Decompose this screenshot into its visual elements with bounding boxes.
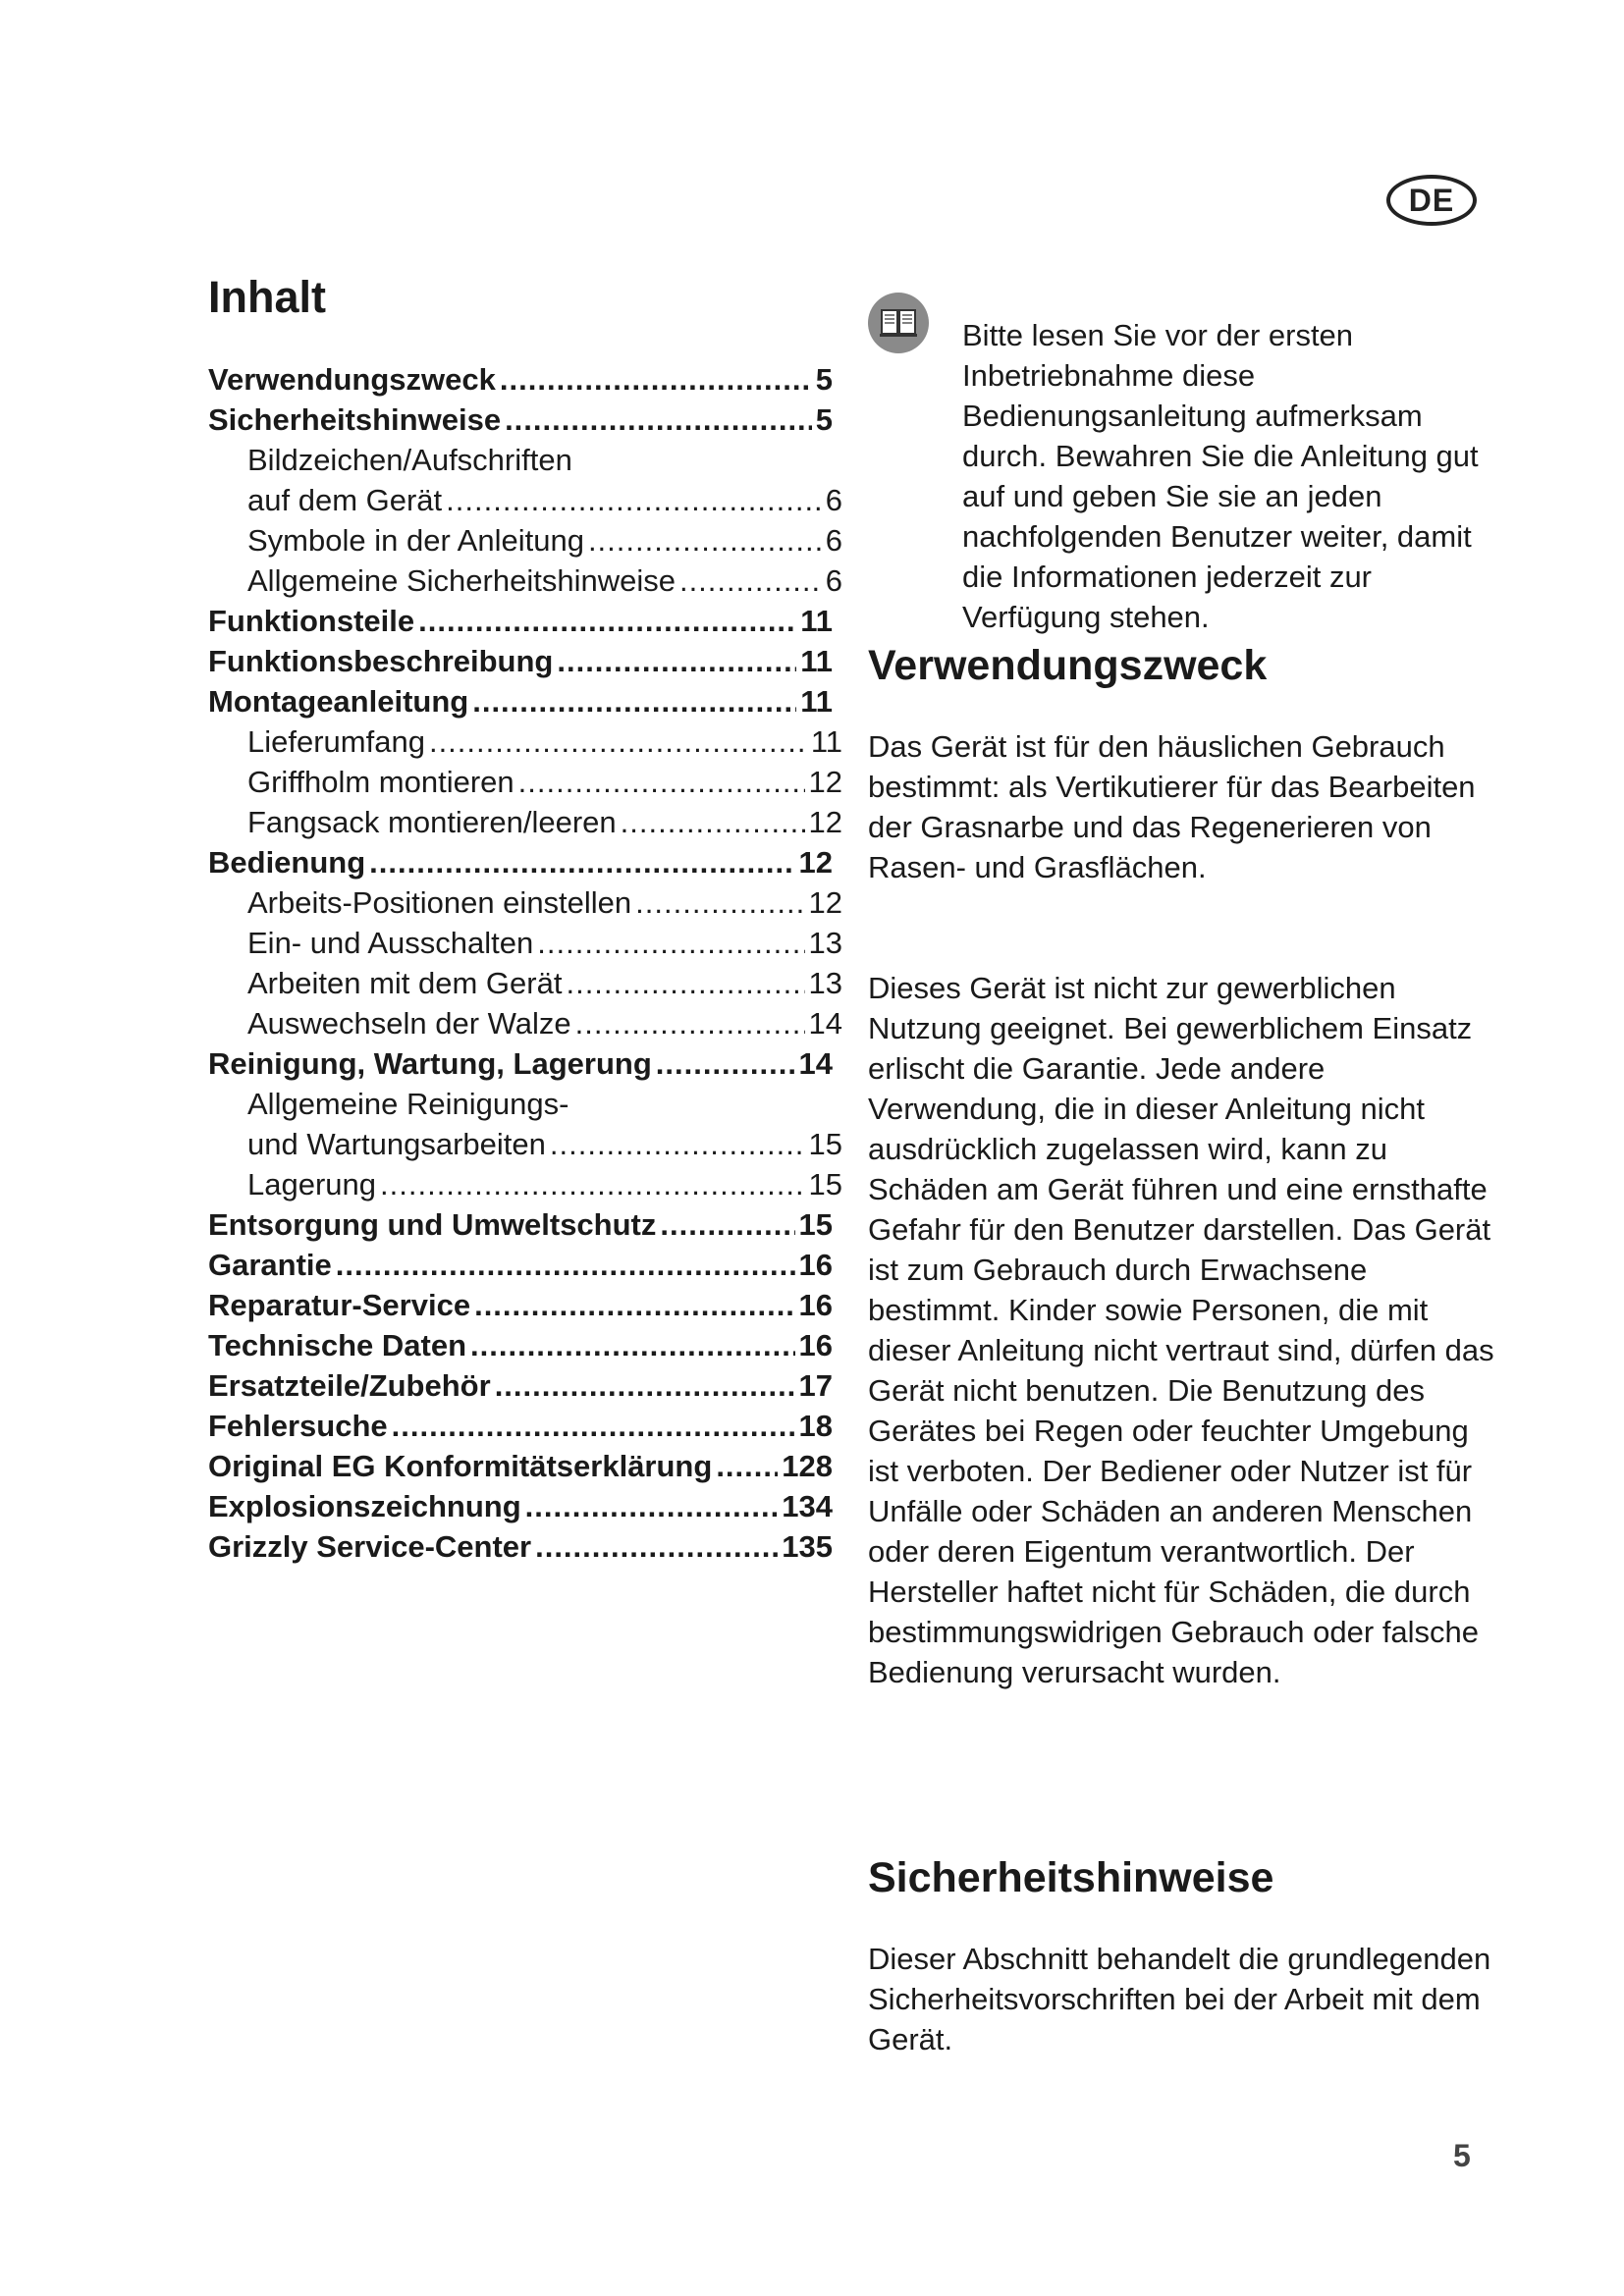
toc-entry: [208, 601, 833, 641]
toc-entry: [208, 400, 833, 440]
verwendungszweck-paragraph-1: Das Gerät ist für den häuslichen Gebrauch bestimmt: als Vertikutierer für das Bearbeiten der Grasnarbe und das Regenerieren von Rasen- und Grasflächen.: [868, 729, 1476, 884]
toc-entry-page: 13: [808, 926, 842, 960]
toc-leader-dots: [550, 1124, 805, 1164]
toc-entry-text: Lagerung: [247, 1167, 377, 1201]
toc-entry-page: 18: [798, 1409, 833, 1443]
toc-entry-text: Arbeits-Positionen einstellen: [247, 885, 632, 920]
toc-entry: [208, 762, 842, 802]
sicherheitshinweise-paragraph: Dieser Abschnitt behandelt die grundlegenden Sicherheitsvorschriften bei der Arbeit mit dem Gerät.: [868, 1942, 1491, 2056]
toc-leader-dots: [505, 400, 812, 440]
toc-leader-dots: [380, 1164, 805, 1204]
toc-leader-dots: [656, 1043, 795, 1084]
heading-sicherheitshinweise: Sicherheitshinweise: [868, 1854, 1274, 1901]
toc-entry: [208, 1084, 842, 1124]
toc-entry-text: Funktionsbeschreibung: [208, 644, 554, 678]
toc-leader-dots: [575, 1003, 805, 1043]
toc-entry-text: Lieferumfang: [247, 724, 425, 759]
toc-entry: [208, 963, 842, 1003]
toc-entry-page: 6: [825, 483, 842, 517]
toc-leader-dots: [518, 762, 805, 802]
toc-entry-text: Verwendungszweck: [208, 362, 496, 397]
toc-entry-page: 14: [808, 1006, 842, 1041]
toc-entry-text: Ein- und Ausschalten: [247, 926, 534, 960]
toc-entry-page: 17: [798, 1368, 833, 1403]
toc-title: Inhalt: [208, 272, 326, 322]
page-number: 5: [1453, 2138, 1471, 2173]
toc-entry-text: Garantie: [208, 1248, 332, 1282]
toc-entry-text: Allgemeine Reinigungs-: [247, 1087, 569, 1121]
toc-entry-page: 12: [798, 845, 833, 880]
toc-leader-dots: [660, 1204, 794, 1245]
toc-entry: [208, 1446, 833, 1486]
toc-entry-text: Arbeiten mit dem Gerät: [247, 966, 563, 1000]
toc-leader-dots: [525, 1486, 779, 1526]
toc-list: [208, 359, 842, 1567]
toc-entry-text: Allgemeine Sicherheitshinweise: [247, 563, 676, 598]
book-icon: [868, 293, 929, 353]
table-of-contents: [208, 272, 842, 1567]
toc-leader-dots: [472, 681, 796, 721]
toc-entry: [208, 359, 833, 400]
toc-entry: [208, 1285, 833, 1325]
toc-leader-dots: [566, 963, 804, 1003]
toc-leader-dots: [470, 1325, 795, 1365]
toc-entry-text: Funktionsteile: [208, 604, 415, 638]
toc-leader-dots: [392, 1406, 795, 1446]
toc-entry-text: Fehlersuche: [208, 1409, 388, 1443]
toc-leader-dots: [716, 1446, 778, 1486]
toc-entry-page: 16: [798, 1248, 833, 1282]
toc-entry-page: 12: [808, 805, 842, 839]
toc-leader-dots: [635, 882, 804, 923]
toc-leader-dots: [336, 1245, 795, 1285]
toc-entry-text: Ersatzteile/Zubehör: [208, 1368, 491, 1403]
toc-leader-dots: [446, 480, 822, 520]
toc-entry: [208, 923, 842, 963]
toc-entry-text: Auswechseln der Walze: [247, 1006, 571, 1041]
toc-entry-page: 11: [810, 724, 842, 759]
toc-leader-dots: [495, 1365, 795, 1406]
toc-entry: [208, 641, 833, 681]
toc-entry: [208, 681, 833, 721]
toc-entry-page: 6: [825, 563, 842, 598]
toc-leader-dots: [588, 520, 822, 561]
toc-leader-dots: [500, 359, 812, 400]
toc-entry-text: Bildzeichen/Aufschriften: [247, 443, 572, 477]
toc-entry-text: Grizzly Service-Center: [208, 1529, 532, 1564]
toc-entry-page: 135: [782, 1529, 833, 1564]
toc-entry: [208, 1124, 842, 1164]
toc-entry: [208, 882, 842, 923]
toc-entry-text: Original EG Konformitätserklärung: [208, 1449, 713, 1483]
toc-entry: [208, 1245, 833, 1285]
toc-entry-text: Montageanleitung: [208, 684, 469, 719]
toc-entry-page: 6: [825, 523, 842, 558]
toc-entry-page: 16: [798, 1288, 833, 1322]
toc-entry-page: 134: [782, 1489, 833, 1523]
toc-entry-text: Entsorgung und Umweltschutz: [208, 1207, 657, 1242]
toc-entry-page: 14: [798, 1046, 833, 1081]
toc-entry-page: 15: [798, 1207, 833, 1242]
toc-leader-dots: [429, 721, 807, 762]
toc-entry: [208, 1164, 842, 1204]
toc-entry-text: Symbole in der Anleitung: [247, 523, 584, 558]
verwendungszweck-paragraph-2: Dieses Gerät ist nicht zur gewerblichen Nutzung geeignet. Bei gewerblichem Einsatz erlischt die Garantie. Jede andere Verwendung, die in dieser Anleitung nicht ausdrücklich zugelassen wird, kann zu Schäden am Gerät führen und eine ernsthafte Gefahr für den Benutzer darstellen. Das Gerät ist zum Gebrauch durch Erwachsene bestimmt. Kinder sowie Personen, die mit dieser Anleitung nicht vertraut sind, dürfen das Gerät nicht benutzen. Die Benutzung des Gerätes bei Regen oder feuchter Umgebung ist verboten. Der Bediener oder Nutzer ist für Unfälle oder Schäden an anderen Menschen oder deren Eigentum verantwortlich. Der Hersteller haftet nicht für Schäden, die durch bestimmungswidrigen Gebrauch oder falsche Bedienung verursacht wurden.: [868, 971, 1494, 1689]
toc-entry: [208, 1486, 833, 1526]
toc-entry-text: Reinigung, Wartung, Lagerung: [208, 1046, 652, 1081]
toc-leader-dots: [418, 601, 796, 641]
toc-entry-page: 12: [808, 885, 842, 920]
toc-entry: [208, 520, 842, 561]
toc-entry-text: Sicherheitshinweise: [208, 402, 502, 437]
intro-text: Bitte lesen Sie vor der ersten Inbetriebnahme diese Bedienungsanleitung aufmerksam durch. Bewahren Sie die Anleitung gut auf und geben Sie sie an jeden nachfolgenden Benutzer weiter, damit die Informationen jederzeit zur Verfügung stehen.: [962, 318, 1479, 634]
toc-leader-dots: [535, 1526, 778, 1567]
toc-leader-dots: [621, 802, 805, 842]
toc-entry: [208, 440, 842, 480]
toc-entry: [208, 1526, 833, 1567]
toc-leader-dots: [369, 842, 794, 882]
toc-leader-dots: [537, 923, 804, 963]
toc-entry: [208, 1043, 833, 1084]
toc-leader-dots: [474, 1285, 794, 1325]
toc-entry: [208, 1003, 842, 1043]
toc-entry-page: 13: [808, 966, 842, 1000]
toc-leader-dots: [679, 561, 822, 601]
toc-entry-page: 11: [800, 644, 833, 678]
toc-entry: [208, 721, 842, 762]
toc-entry: [208, 802, 842, 842]
toc-entry: [208, 1365, 833, 1406]
toc-entry-text: Technische Daten: [208, 1328, 467, 1362]
toc-entry-page: 16: [798, 1328, 833, 1362]
toc-entry: [208, 480, 842, 520]
toc-entry-page: 12: [808, 765, 842, 799]
toc-entry-page: 5: [815, 402, 833, 437]
toc-entry-page: 15: [808, 1127, 842, 1161]
toc-entry-text: auf dem Gerät: [247, 483, 443, 517]
language-badge: DE: [1386, 175, 1477, 226]
intro-block: [868, 285, 1496, 634]
toc-entry: [208, 561, 842, 601]
toc-entry-text: und Wartungsarbeiten: [247, 1127, 546, 1161]
toc-entry: [208, 1406, 833, 1446]
toc-entry-text: Reparatur-Service: [208, 1288, 471, 1322]
toc-entry-text: Griffholm montieren: [247, 765, 514, 799]
toc-entry-page: 128: [782, 1449, 833, 1483]
toc-entry-page: 15: [808, 1167, 842, 1201]
toc-entry-page: 11: [800, 684, 833, 719]
toc-entry: [208, 1204, 833, 1245]
toc-entry-page: 5: [815, 362, 833, 397]
toc-entry: [208, 842, 833, 882]
toc-entry-text: Bedienung: [208, 845, 366, 880]
toc-entry-text: Fangsack montieren/leeren: [247, 805, 617, 839]
toc-entry: [208, 1325, 833, 1365]
toc-entry-page: 11: [800, 604, 833, 638]
toc-entry-text: Explosionszeichnung: [208, 1489, 521, 1523]
toc-leader-dots: [557, 641, 796, 681]
heading-verwendungszweck: Verwendungszweck: [868, 642, 1268, 689]
